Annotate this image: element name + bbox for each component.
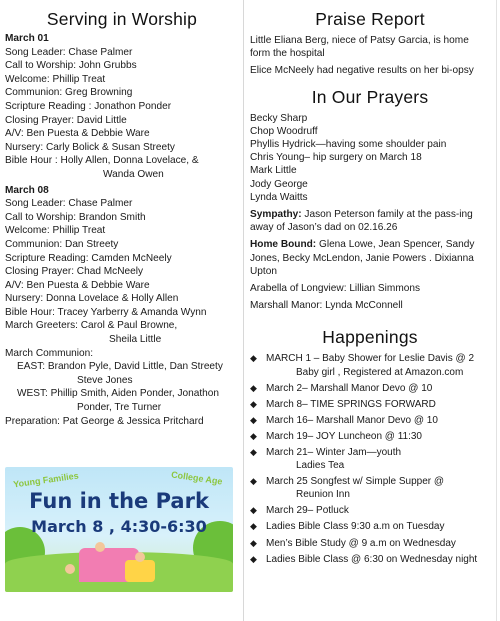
happening-item: ◆ Ladies Bible Class 9:30 a.m on Tuesday bbox=[250, 521, 445, 533]
role-line: Communion: Dan Streety bbox=[5, 238, 119, 250]
serving-heading: Serving in Worship bbox=[46, 9, 198, 29]
sympathy-text: Jason Peterson family at the pass-ing away of Jason’s dad on 02.16.26 bbox=[250, 209, 473, 234]
playground-box bbox=[125, 560, 155, 582]
march-01-list bbox=[5, 46, 239, 182]
diamond-bullet-icon: ◆ bbox=[250, 553, 257, 564]
communion-east: EAST: Brandon Pyle, David Little, Dan Streety bbox=[17, 361, 223, 373]
homebound-label: Home Bound: bbox=[250, 239, 317, 251]
diamond-bullet-icon: ◆ bbox=[250, 414, 257, 425]
prayer-item: Chris Young– hip surgery on March 18 bbox=[250, 152, 422, 164]
happening-item: ◆ March 8– TIME SPRINGS FORWARD bbox=[250, 398, 436, 410]
march-08-date: March 08 bbox=[5, 184, 49, 196]
role-line: Bible Hour: Tracey Yarberry & Amanda Wynn bbox=[5, 306, 207, 318]
role-line: Nursery: Carly Bolick & Susan Streety bbox=[5, 141, 175, 153]
role-line: Closing Prayer: David Little bbox=[5, 114, 127, 126]
fun-in-the-park-banner bbox=[5, 467, 233, 592]
communion-west: WEST: Phillip Smith, Aiden Ponder, Jonathon bbox=[17, 388, 219, 400]
praise-heading: Praise Report bbox=[315, 9, 425, 29]
diamond-bullet-icon: ◆ bbox=[250, 476, 257, 487]
banner-date-time: March 8 , 4:30-6:30 bbox=[31, 517, 207, 536]
diamond-bullet-icon: ◆ bbox=[250, 537, 257, 548]
role-line: Welcome: Phillip Treat bbox=[5, 225, 106, 237]
banner-tag-college-age: College Age bbox=[170, 469, 224, 487]
happening-item: ◆ MARCH 1 – Baby Shower for Leslie Davis @ 2 Baby girl , Registered at Amazon.com bbox=[250, 353, 475, 378]
role-line-cont: Sheila Little bbox=[109, 334, 162, 346]
happening-item: ◆ March 19– JOY Luncheon @ 11:30 bbox=[250, 430, 422, 442]
diamond-bullet-icon: ◆ bbox=[250, 353, 257, 364]
role-line: Closing Prayer: Chad McNeely bbox=[5, 266, 144, 278]
diamond-bullet-icon: ◆ bbox=[250, 521, 257, 532]
prayer-item: Lynda Waitts bbox=[250, 191, 308, 203]
role-line-cont: Wanda Owen bbox=[103, 168, 164, 180]
praise-item: Little Eliana Berg, niece of Patsy Garcia, is home form the hospital bbox=[250, 35, 469, 60]
happening-item: ◆ March 25 Songfest w/ Simple Supper @ Reunion Inn bbox=[250, 476, 445, 501]
role-line: Call to Worship: Brandon Smith bbox=[5, 211, 146, 223]
role-line: Communion: Greg Browning bbox=[5, 87, 133, 99]
arabella-note: Arabella of Longview: Lillian Simmons bbox=[250, 283, 420, 295]
prayer-item: Chop Woodruff bbox=[250, 125, 318, 137]
role-line: Call to Worship: John Grubbs bbox=[5, 60, 137, 72]
role-line: Scripture Reading : Jonathon Ponder bbox=[5, 100, 172, 112]
role-line: Welcome: Phillip Treat bbox=[5, 73, 106, 85]
diamond-bullet-icon: ◆ bbox=[250, 430, 257, 441]
role-line: Song Leader: Chase Palmer bbox=[5, 198, 133, 210]
praise-item: Elice McNeely had negative results on her bi-opsy bbox=[250, 65, 474, 77]
happening-item: ◆ Men’s Bible Study @ 9 a.m on Wednesday bbox=[250, 537, 456, 549]
serving-in-worship-column bbox=[5, 8, 239, 428]
role-line: A/V: Ben Puesta & Debbie Ware bbox=[5, 128, 150, 140]
communion-west-cont: Ponder, Tre Turner bbox=[77, 402, 162, 414]
role-line: A/V: Ben Puesta & Debbie Ware bbox=[5, 279, 150, 291]
role-line: March Greeters: Carol & Paul Browne, bbox=[5, 320, 178, 332]
happening-item: ◆ Ladies Bible Class @ 6:30 on Wednesday night bbox=[250, 553, 478, 565]
marshall-note: Marshall Manor: Lynda McConnell bbox=[250, 300, 403, 312]
happening-item: ◆ March 21– Winter Jam—youth Ladies Tea bbox=[250, 447, 402, 472]
communion-east-cont: Steve Jones bbox=[77, 374, 133, 386]
homebound-text: Glena Lowe, Jean Spencer, Sandy Jones, Becky McLendon, Janie Powers . Dixianna Upton bbox=[250, 239, 475, 277]
happening-item: ◆ March 29– Potluck bbox=[250, 505, 349, 517]
page-edge bbox=[496, 0, 497, 621]
homebound-note bbox=[250, 238, 490, 278]
diamond-bullet-icon: ◆ bbox=[250, 382, 257, 393]
prayer-item: Mark Little bbox=[250, 165, 297, 177]
banner-tag-young-families: Young Families bbox=[12, 470, 80, 490]
march-01-date: March 01 bbox=[5, 33, 49, 44]
praise-list bbox=[250, 34, 490, 78]
diamond-bullet-icon: ◆ bbox=[250, 398, 257, 409]
child-figure bbox=[65, 564, 75, 574]
sympathy-note bbox=[250, 208, 490, 234]
banner-title: Fun in the Park bbox=[29, 489, 209, 513]
diamond-bullet-icon: ◆ bbox=[250, 447, 257, 458]
communion-heading: March Communion: bbox=[5, 347, 94, 359]
prayers-heading: In Our Prayers bbox=[311, 86, 429, 107]
happenings-heading: Happenings bbox=[322, 327, 418, 348]
happening-item: ◆ March 16– Marshall Manor Devo @ 10 bbox=[250, 414, 438, 426]
diamond-bullet-icon: ◆ bbox=[250, 505, 257, 516]
prayer-item: Phyllis Hydrick—having some shoulder pain bbox=[250, 139, 447, 151]
preparation-line: Preparation: Pat George & Jessica Pritchard bbox=[5, 415, 204, 427]
sympathy-label: Sympathy: bbox=[250, 209, 302, 221]
prayer-item: Jody George bbox=[250, 178, 308, 190]
child-figure bbox=[135, 552, 145, 562]
child-figure bbox=[95, 542, 105, 552]
role-line: Nursery: Donna Lovelace & Holly Allen bbox=[5, 293, 179, 305]
happenings-list bbox=[250, 352, 490, 565]
march-08-list bbox=[5, 197, 239, 428]
role-line: Bible Hour : Holly Allen, Donna Lovelace, & bbox=[5, 155, 199, 167]
prayers-list bbox=[250, 112, 490, 204]
fold-divider bbox=[243, 0, 244, 621]
prayer-item: Becky Sharp bbox=[250, 112, 308, 124]
role-line: Song Leader: Chase Palmer bbox=[5, 46, 133, 58]
role-line: Scripture Reading: Camden McNeely bbox=[5, 252, 172, 264]
right-column bbox=[250, 8, 490, 569]
happening-item: ◆ March 2– Marshall Manor Devo @ 10 bbox=[250, 382, 433, 394]
